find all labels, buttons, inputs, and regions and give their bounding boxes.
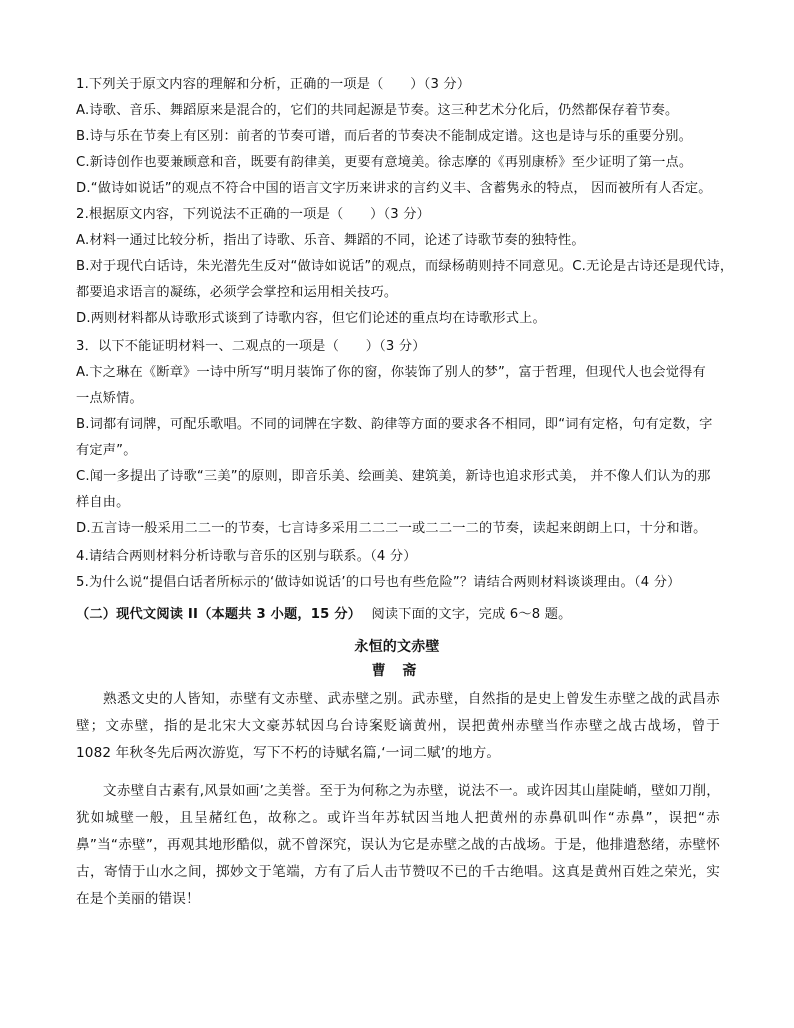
article-title: 永恒的文赤壁 (354, 639, 440, 655)
q1-option-d: D.“做诗如说话”的观点不符合中国的语言文字历来讲求的言约义丰、含蓄隽永的特点， 因而被所有人否定。 (76, 181, 712, 196)
q3-option-c-line1: C.闻一多提出了诗歌“三美”的原则，即音乐美、绘画美、建筑美，新诗也追求形式美， 并不像人们认为的那 (76, 469, 711, 484)
q3-option-c-line2: 样自由。 (76, 495, 130, 510)
q3-option-a-line2: 一点矫情。 (76, 391, 143, 406)
q3-option-a-line1: A.卞之琳在《断章》一诗中所写“明月装饰了你的窗，你装饰了别人的梦”，富于哲理，但现代人也会觉得有 (76, 365, 706, 380)
q3-stem: 3．以下不能证明材料一、二观点的一项是（ ）（3 分） (76, 339, 426, 354)
article-paragraph-2: 文赤壁自古素有,风景如画’之美誉。至于为何称之为赤壁，说法不一。或许因其山崖陡峭，壁如刀削，犹如城壁一般，且呈赭红色，故称之。或许当年苏轼因当地人把黄州的赤鼻矶叫作“赤鼻”，误把“赤鼻”当“赤壁”，再观其地形酷似，就不曾深究，误认为它是赤壁之战的古战场。于是，他排遣愁绪，赤壁怀古，寄情于山水之间，掷妙文于笔端，方有了后人击节赞叹不已的千古绝唱。这真是黄州百姓之荣光，实在是个美丽的错误！ (76, 783, 720, 907)
q2-option-b-line2: 都要追求语言的凝练，必须学会掌控和运用相关技巧。 (76, 285, 398, 300)
section-heading-row (76, 606, 572, 624)
q3-option-b-line1: B.词都有词牌，可配乐歌唱。不同的词牌在字数、韵律等方面的要求各不相同，即“词有定格，句有定数，字 (76, 417, 713, 432)
section-instruction: 阅读下面的文字，完成 6～8 题。 (371, 607, 572, 622)
q3-option-b-line2: 有定声”。 (76, 443, 137, 458)
q1-option-a: A.诗歌、音乐、舞蹈原来是混合的，它们的共同起源是节奏。这三种艺术分化后，仍然都保存着节奏。 (76, 103, 679, 118)
q1-option-c: C.新诗创作也要兼顾意和音，既要有韵律美，更要有意境美。徐志摩的《再别康桥》至少证明了第一点。 (76, 155, 693, 170)
q1-option-b: B.诗与乐在节奏上有区别：前者的节奏可谱，而后者的节奏决不能制成定谱。这也是诗与乐的重要分别。 (76, 129, 693, 144)
q2-option-a: A.材料一通过比较分析，指出了诗歌、乐音、舞蹈的不同，论述了诗歌节奏的独特性。 (76, 233, 585, 248)
q2-option-d: D.两则材料都从诗歌形式谈到了诗歌内容，但它们论述的重点均在诗歌形式上。 (76, 311, 546, 326)
q1-stem: 1.下列关于原文内容的理解和分析，正确的一项是（ ）（3 分） (76, 77, 471, 92)
q4-stem: 4.请结合两则材料分析诗歌与音乐的区别与联系。（4 分） (76, 549, 417, 564)
q5-stem: 5.为什么说“提倡白话者所标示的‘做诗如说话’的口号也有些危险”？请结合两则材料谈谈理由。（4 分） (76, 575, 681, 590)
article-author: 曹 斋 (371, 663, 423, 679)
q3-option-d: D.五言诗一般采用二二一的节奏，七言诗多采用二二二一或二二一二的节奏，读起来朗朗上口，十分和谐。 (76, 521, 707, 536)
q2-stem: 2.根据原文内容，下列说法不正确的一项是（ ）（3 分） (76, 207, 431, 222)
article-paragraph-1: 熟悉文史的人皆知，赤壁有文赤壁、武赤壁之别。武赤壁，自然指的是史上曾发生赤壁之战的武昌赤壁；文赤壁，指的是北宋大文豪苏轼因乌台诗案贬谪黄州，误把黄州赤壁当作赤壁之战古战场，曾于 1082 年秋冬先后两次游览，写下不朽的诗赋名篇,‘一词二赋’的地方。 (76, 691, 720, 761)
section-heading: （二）现代文阅读 II（本题共 3 小题，15 分） (76, 607, 362, 622)
q2-option-b-line1: B.对于现代白话诗，朱光潜先生反对“做诗如说话”的观点，而绿杨萌则持不同意见。C.无论是古诗还是现代诗， (76, 259, 734, 274)
